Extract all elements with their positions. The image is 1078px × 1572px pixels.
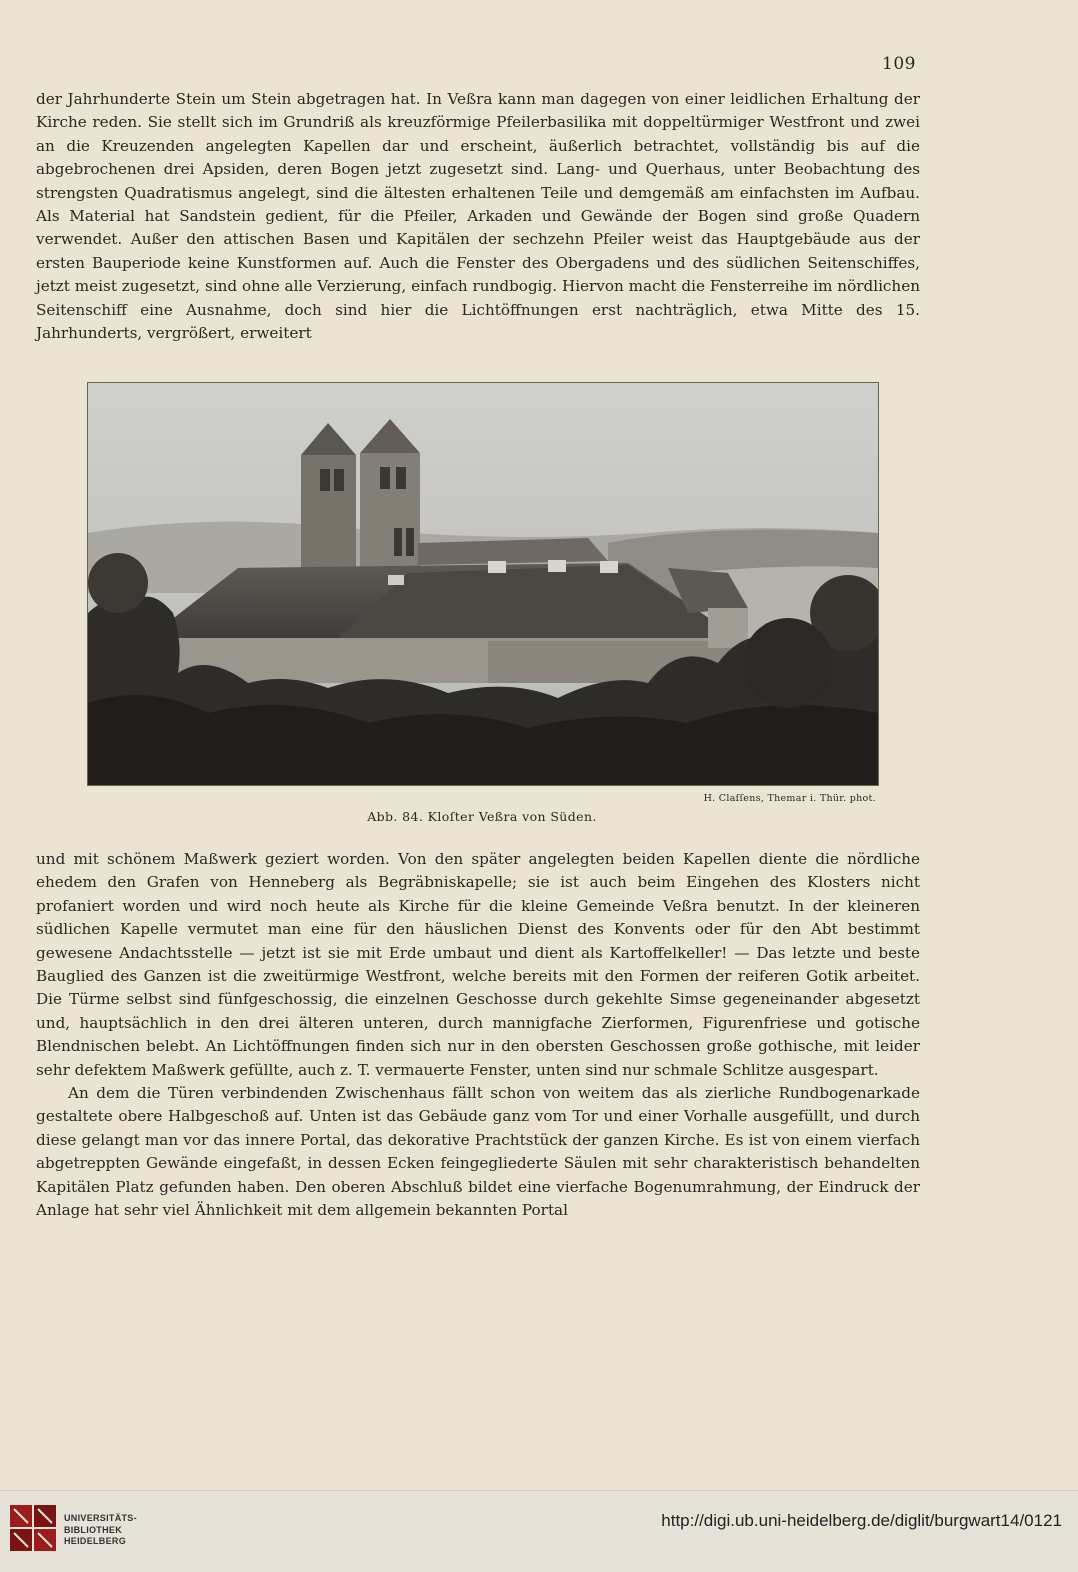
university-library-logo-icon xyxy=(8,1503,58,1555)
body-text-top xyxy=(36,88,920,345)
library-footer xyxy=(0,1490,1078,1572)
body-text-bottom xyxy=(36,848,920,1223)
figure-photo-kloster-vessra xyxy=(87,382,879,786)
photo-illustration xyxy=(88,383,878,785)
page-number: 109 xyxy=(882,54,916,74)
paragraph: und mit schönem Maßwerk geziert worden. Von den später angelegten beiden Kapellen diente die nördliche ehedem den Grafen von Henneberg als Begräbniskapelle; sie ist auch beim Eingehen des Klosters nicht profaniert worden und wird noch heute als Kirche für die kleine Gemeinde Veßra benutzt. In der kleineren südlichen Kapelle vermutet man eine für den häuslichen Dienst des Konvents oder für den Abt bestimmt gewesene Andachtsstelle — jetzt ist sie mit Erde umbaut und dient als Kartoffelkeller! — Das letzte und beste Bauglied des Ganzen ist die zweitürmige Westfront, welche bereits mit den Formen der reiferen Gotik arbeitet. Die Türme selbst sind fünfgeschossig, die einzelnen Geschosse durch gekehlte Simse gegeneinander abgesetzt und, hauptsächlich in den drei älteren unteren, durch mannigfache Zierformen, Figurenfriese und gotische Blendnischen belebt. An Lichtöffnungen finden sich nur in den obersten Geschossen große gothische, mit leider sehr defektem Maßwerk gefüllte, auch z. T. vermauerte Fenster, unten sind nur schmale Schlitze ausgespart. xyxy=(36,850,920,1079)
institution-name: UNIVERSITÄTS- BIBLIOTHEK HEIDELBERG xyxy=(64,1513,137,1546)
figure-caption: Abb. 84. Kloſter Veßra von Süden. xyxy=(367,809,597,824)
source-url[interactable]: http://digi.ub.uni-heidelberg.de/diglit/burgwart14/0121 xyxy=(661,1511,1062,1530)
paragraph: An dem die Türen verbindenden Zwischenhaus fällt schon von weitem das als zierliche Rundbogenarkade gestaltete obere Halbgeschoß auf. Unten ist das Gebäude ganz vom Tor und einer Vorhalle ausgefüllt, und durch diese gelangt man vor das innere Portal, das dekorative Prachtstück der ganzen Kirche. Es ist von einem vierfach abgetreppten Gewände eingefaßt, in dessen Ecken feingegliederte Säulen mit sehr charakteristisch behandelten Kapitälen Platz gefunden haben. Den oberen Abschluß bildet eine vierfache Bogenumrahmung, der Eindruck der Anlage hat sehr viel Ähnlichkeit mit dem allgemein bekannten Portal xyxy=(36,1084,920,1220)
paragraph: der Jahrhunderte Stein um Stein abgetragen hat. In Veßra kann man dagegen von einer leidlichen Erhaltung der Kirche reden. Sie stellt sich im Grundriß als kreuzförmige Pfeilerbasilika mit doppeltürmiger Westfront und zwei an die Kreuzenden angelegten Kapellen dar und erscheint, äußerlich betrachtet, vollständig bis auf die abgebrochenen drei Apsiden, deren Bogen jetzt zugesetzt sind. Lang- und Querhaus, unter Beobachtung des strengsten Quadratismus angelegt, sind die ältesten erhaltenen Teile und demgemäß am einfachsten im Aufbau. Als Material hat Sandstein gedient, für die Pfeiler, Arkaden und Gewände der Bogen sind große Quadern verwendet. Außer den attischen Basen und Kapitälen der sechzehn Pfeiler weist das Hauptgebäude aus der ersten Bauperiode keine Kunstformen auf. Auch die Fenster des Obergadens und des südlichen Seitenschiffes, jetzt meist zugesetzt, sind ohne alle Verzierung, einfach rundbogig. Hiervon macht die Fensterreihe im nördlichen Seitenschiff eine Ausnahme, doch sind hier die Lichtöffnungen erst nachträglich, etwa Mitte des 15. Jahrhunderts, vergrößert, erweitert xyxy=(36,90,920,343)
photo-credit: H. Claſſens, Themar i. Thür. phot. xyxy=(703,793,876,804)
